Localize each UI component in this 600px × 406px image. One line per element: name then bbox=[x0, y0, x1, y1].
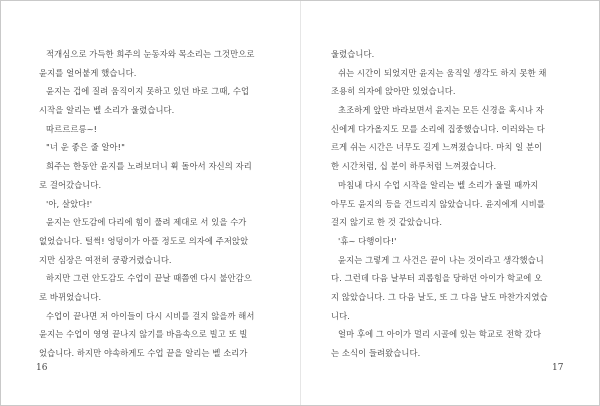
body-text-line: 한 시간처럼, 십 분이 하루처럼 느껴졌습니다. bbox=[331, 161, 497, 172]
body-text-line: 수업이 끝나면 저 아이들이 다시 시비를 걸지 않을까 해서 bbox=[46, 310, 255, 321]
body-text-line: 니다. bbox=[331, 310, 350, 321]
body-text-line: 얼마 후에 그 아이가 멀리 시골에 있는 학교로 전학 갔다 bbox=[338, 329, 542, 340]
body-text-line: 는 소식이 들려왔습니다. bbox=[331, 348, 421, 358]
body-text-line: 지만 심장은 여전히 쿵쾅거렸습니다. bbox=[39, 254, 172, 265]
body-text-line: 신에게 다가올지도 모를 소리에 집중했습니다. 이러와는 다 bbox=[331, 123, 545, 134]
body-text-line: 었습니다. 하지만 야속하게도 수업 끝을 알리는 벨 소리가 bbox=[39, 348, 248, 358]
page-number-left: 16 bbox=[36, 363, 48, 373]
body-text-line: 걸지 않기로 한 것 같았습니다. bbox=[331, 217, 443, 228]
body-text-line: '휴~ 다행이다!' bbox=[338, 235, 397, 246]
body-text-line: 윤지는 안도감에 다리에 힘이 풀려 제대로 서 있을 수가 bbox=[46, 217, 247, 228]
body-text-line: 희주는 한동안 윤지를 노려보더니 휙 돌아서 자신의 자리 bbox=[46, 161, 252, 172]
body-text-line: 적개심으로 가득한 희주의 눈동자와 목소리는 그것만으로 bbox=[46, 49, 255, 59]
body-text-line: 로 바뀌었습니다. bbox=[39, 291, 102, 302]
gutter-divider bbox=[300, 1, 301, 405]
body-text-line: 지 않았습니다. 그 다음 날도, 또 그 다음 날도 마찬가지였습 bbox=[331, 291, 548, 302]
body-text-line: 다. 그런데 다음 날부터 괴롭힘을 당하던 아이가 학교에 오 bbox=[331, 273, 543, 284]
body-text-line: 없었습니다. 털썩! 엉덩이가 아플 정도로 의자에 주저앉았 bbox=[39, 235, 249, 246]
body-text-line: 마침내 다시 수업 시작을 알리는 벨 소리가 울릴 때까지 bbox=[338, 179, 539, 190]
body-text-line: 아무도 윤지의 등을 건드리지 않았습니다. 윤지에게 시비를 bbox=[331, 198, 545, 209]
page-number-right: 17 bbox=[552, 363, 564, 373]
body-text-line: 로 걸어갔습니다. bbox=[39, 179, 102, 190]
body-text-line: 윤지는 겁에 질려 움직이지 못하고 있던 바로 그때, 수업 bbox=[46, 86, 250, 97]
left-page bbox=[39, 45, 271, 363]
body-text-line: 르게 쉬는 시간은 너무도 길게 느껴졌습니다. 마치 일 분이 bbox=[331, 142, 543, 153]
body-text-line: '아, 살았다!' bbox=[46, 198, 93, 209]
body-text-line: 쉬는 시간이 되었지만 윤지는 움직일 생각도 하지 못한 채 bbox=[338, 67, 547, 78]
body-text-line: 윤지는 그렇게 그 사건은 끝이 나는 것이라고 생각했습니 bbox=[338, 254, 544, 265]
body-text-line: 울렸습니다. bbox=[331, 49, 375, 59]
body-text-line: "너 운 좋은 줄 알아!" bbox=[46, 142, 126, 153]
body-text-line: 하지만 그런 안도감도 수업이 끝날 때쯤엔 다시 불안감으 bbox=[46, 273, 252, 284]
body-text-line: 따르르르릉~! bbox=[46, 123, 98, 134]
right-page bbox=[331, 45, 563, 363]
body-text-line: 초조하게 앞만 바라보면서 윤지는 모든 신경을 혹시나 자 bbox=[338, 105, 544, 116]
body-text-line: 윤지를 얼어붙게 했습니다. bbox=[39, 67, 137, 78]
body-text-line: 조용히 의자에 앉아만 있었습니다. bbox=[331, 86, 456, 97]
body-text-line: 시작을 알리는 벨 소리가 울렸습니다. bbox=[39, 105, 175, 116]
body-text-line: 윤지는 수업이 영영 끝나지 않기를 바음속으로 빌고 또 빌 bbox=[39, 329, 248, 340]
